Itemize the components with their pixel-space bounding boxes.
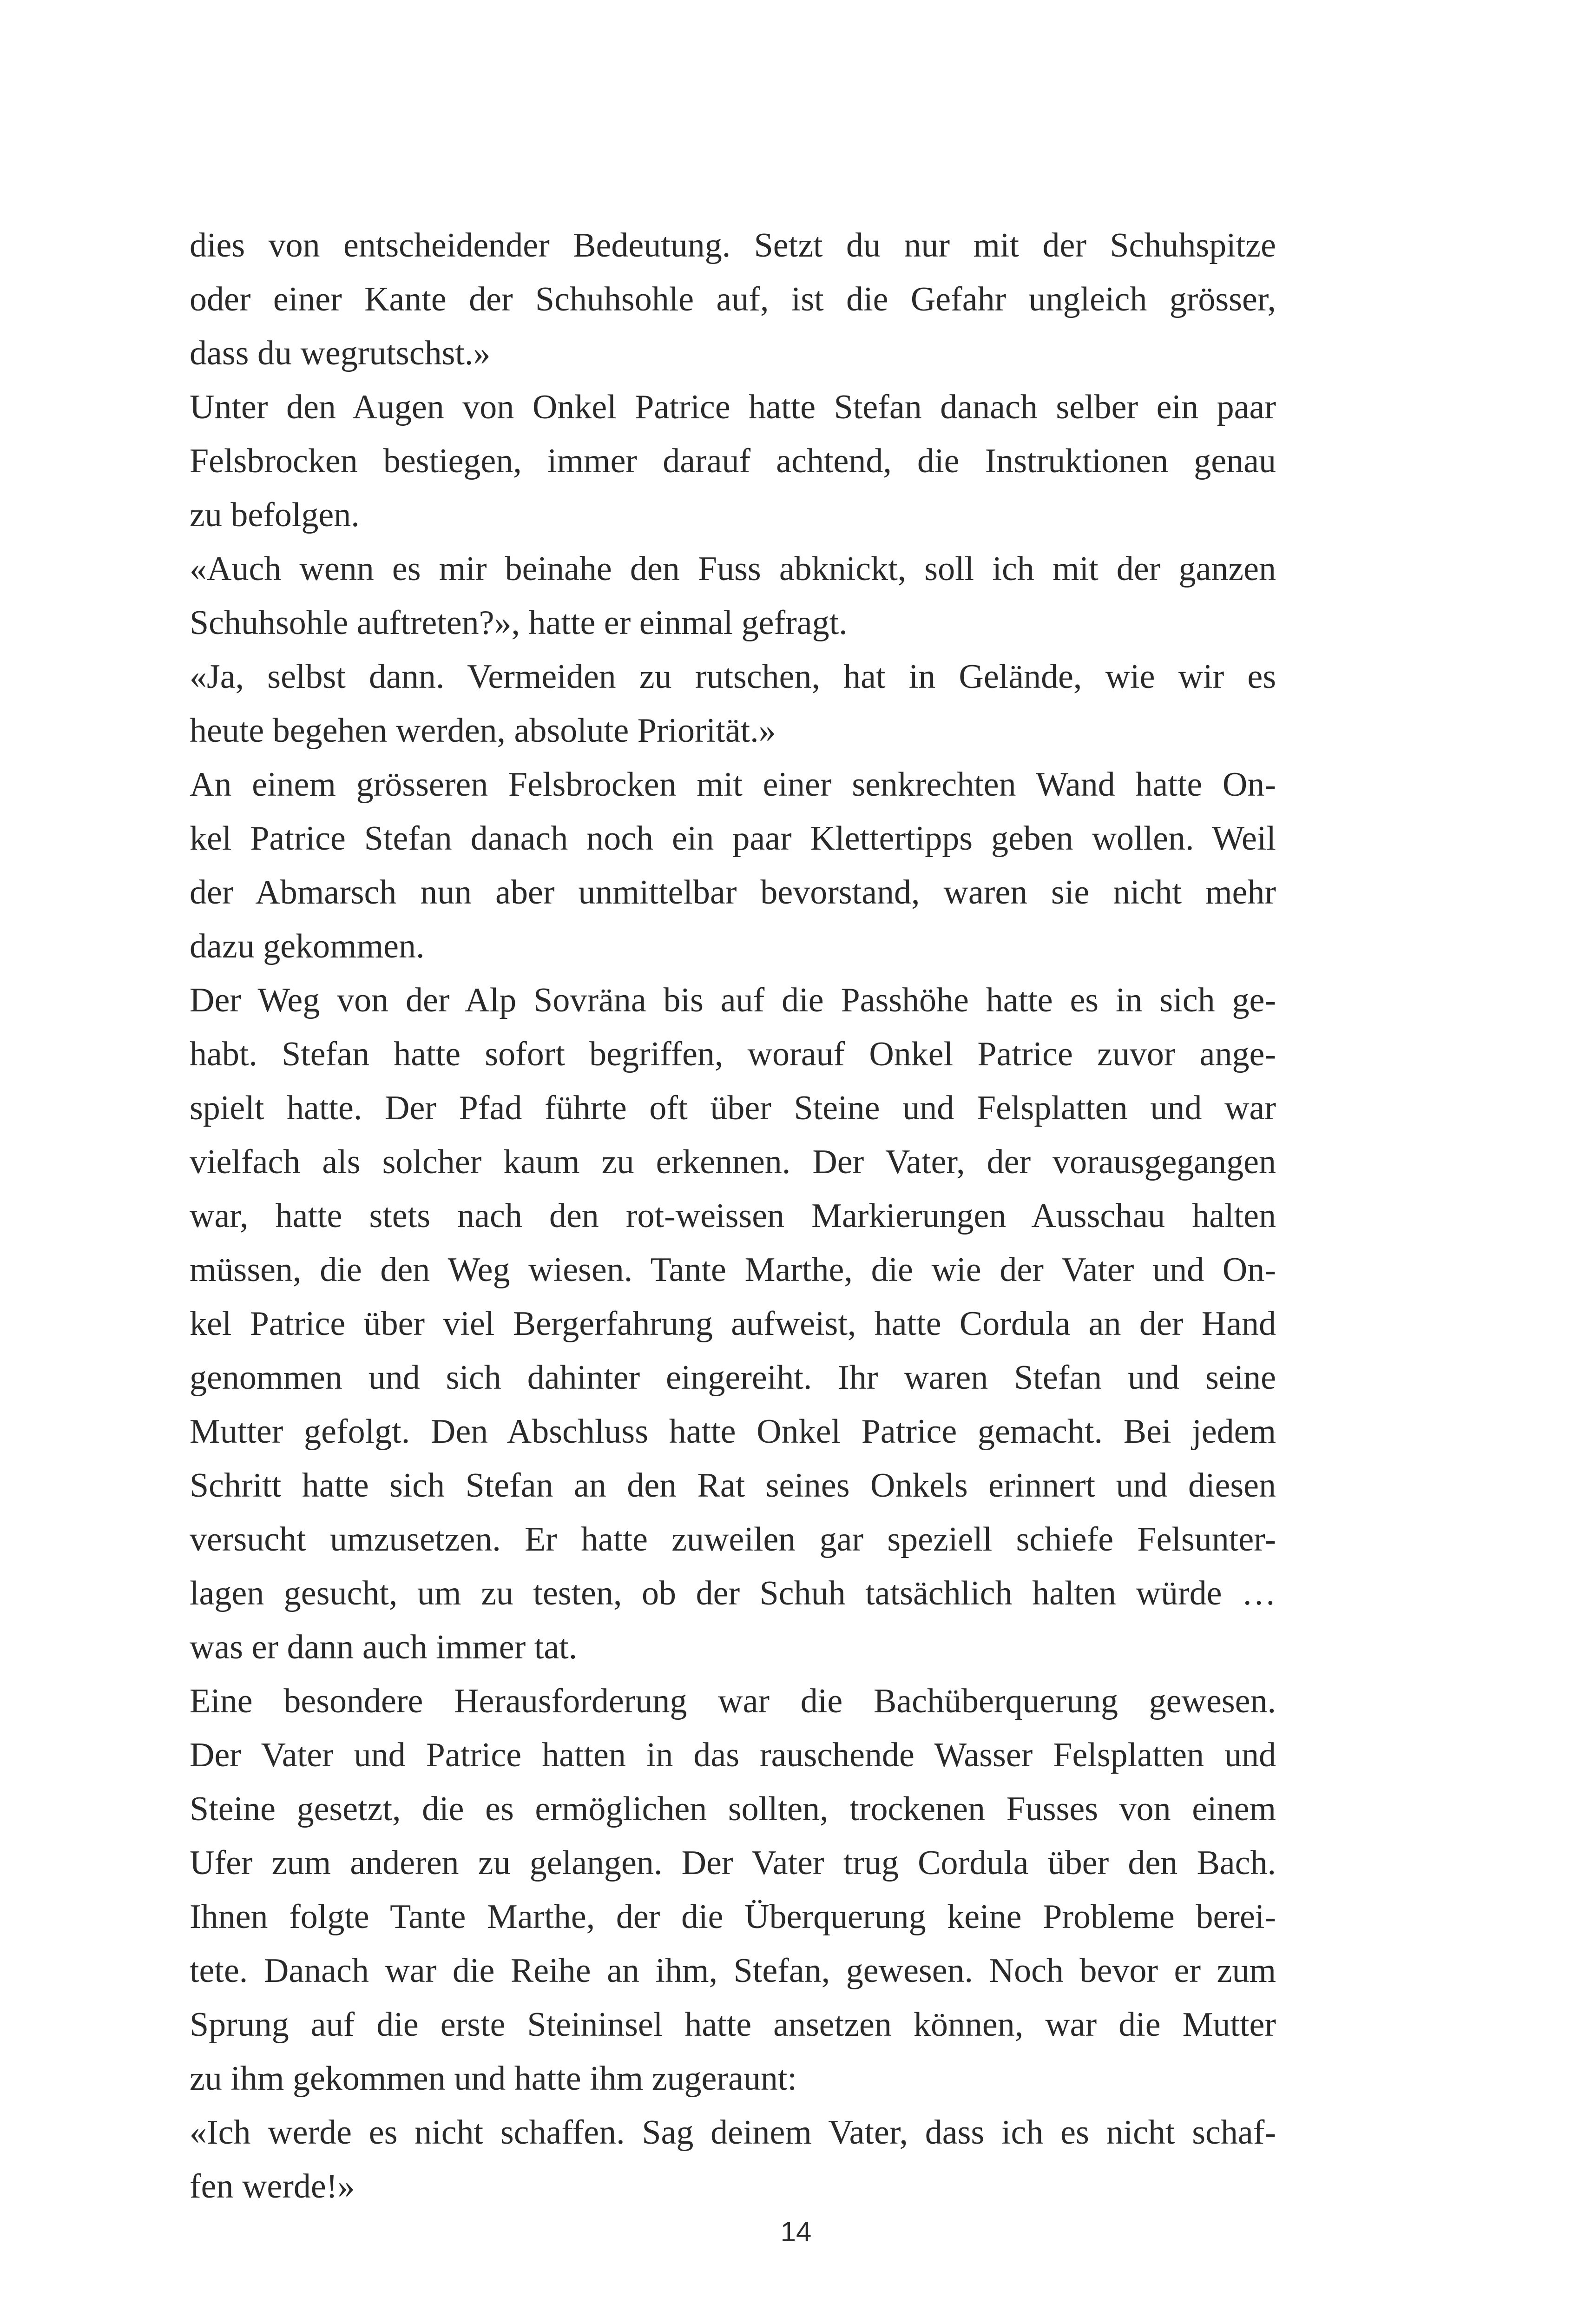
text-line: dazu gekommen. xyxy=(190,927,425,965)
text-line: Schuhsohle auftreten?», hatte er einmal gefragt. xyxy=(190,604,848,642)
text-line: spielt hatte. Der Pfad führte oft über Steine und Felsplatten und war xyxy=(190,1089,1276,1127)
text-line: oder einer Kante der Schuhsohle auf, ist die Gefahr ungleich grösser, xyxy=(190,280,1276,318)
text-line: Sprung auf die erste Steininsel hatte ansetzen können, war die Mutter xyxy=(190,2006,1276,2044)
text-line: Steine gesetzt, die es ermöglichen sollten, trockenen Fusses von einem xyxy=(190,1790,1276,1828)
text-line: Ihnen folgte Tante Marthe, der die Überquerung keine Probleme berei- xyxy=(190,1898,1276,1936)
text-line: der Abmarsch nun aber unmittelbar bevorstand, waren sie nicht mehr xyxy=(190,873,1276,911)
text-line: dass du wegrutschst.» xyxy=(190,334,491,372)
text-line: Der Weg von der Alp Sovräna bis auf die Passhöhe hatte es in sich ge- xyxy=(190,981,1276,1019)
text-line: kel Patrice über viel Bergerfahrung aufweist, hatte Cordula an der Hand xyxy=(190,1305,1276,1343)
body-text xyxy=(190,218,1276,2213)
text-line: Unter den Augen von Onkel Patrice hatte Stefan danach selber ein paar xyxy=(190,388,1276,426)
text-line: was er dann auch immer tat. xyxy=(190,1628,578,1666)
text-line: Ufer zum anderen zu gelangen. Der Vater trug Cordula über den Bach. xyxy=(190,1844,1276,1882)
text-line: «Ja, selbst dann. Vermeiden zu rutschen, hat in Gelände, wie wir es xyxy=(190,658,1276,696)
text-line: zu ihm gekommen und hatte ihm zugeraunt: xyxy=(190,2060,797,2098)
text-line: versucht umzusetzen. Er hatte zuweilen gar speziell schiefe Felsunter- xyxy=(190,1520,1276,1558)
text-line: «Auch wenn es mir beinahe den Fuss abknickt, soll ich mit der ganzen xyxy=(190,550,1276,588)
text-line: lagen gesucht, um zu testen, ob der Schuh tatsächlich halten würde … xyxy=(190,1574,1276,1612)
text-line: Mutter gefolgt. Den Abschluss hatte Onkel Patrice gemacht. Bei jedem xyxy=(190,1413,1276,1451)
text-line: Eine besondere Herausforderung war die Bachüberquerung gewesen. xyxy=(190,1682,1276,1720)
text-line: Schritt hatte sich Stefan an den Rat seines Onkels erinnert und diesen xyxy=(190,1466,1276,1505)
text-line: vielfach als solcher kaum zu erkennen. Der Vater, der vorausgegangen xyxy=(190,1143,1276,1181)
text-line: dies von entscheidender Bedeutung. Setzt du nur mit der Schuhspitze xyxy=(190,226,1276,264)
text-line: habt. Stefan hatte sofort begriffen, worauf Onkel Patrice zuvor ange- xyxy=(190,1035,1276,1073)
text-line: Felsbrocken bestiegen, immer darauf achtend, die Instruktionen genau xyxy=(190,442,1276,480)
text-line: An einem grösseren Felsbrocken mit einer senkrechten Wand hatte On- xyxy=(190,766,1276,804)
text-line: war, hatte stets nach den rot-weissen Markierungen Ausschau halten xyxy=(190,1197,1276,1235)
text-line: «Ich werde es nicht schaffen. Sag deinem Vater, dass ich es nicht schaf- xyxy=(190,2113,1276,2152)
text-line: müssen, die den Weg wiesen. Tante Marthe, die wie der Vater und On- xyxy=(190,1251,1276,1289)
text-line: fen werde!» xyxy=(190,2167,355,2205)
text-line: Der Vater und Patrice hatten in das rauschende Wasser Felsplatten und xyxy=(190,1736,1276,1774)
text-line: zu befolgen. xyxy=(190,496,360,534)
text-line: kel Patrice Stefan danach noch ein paar Klettertipps geben wollen. Weil xyxy=(190,819,1276,858)
text-line: genommen und sich dahinter eingereiht. Ihr waren Stefan und seine xyxy=(190,1359,1276,1397)
text-line: tete. Danach war die Reihe an ihm, Stefan, gewesen. Noch bevor er zum xyxy=(190,1952,1276,1990)
text-line: heute begehen werden, absolute Priorität.» xyxy=(190,712,776,750)
page-number: 14 xyxy=(780,2216,812,2247)
